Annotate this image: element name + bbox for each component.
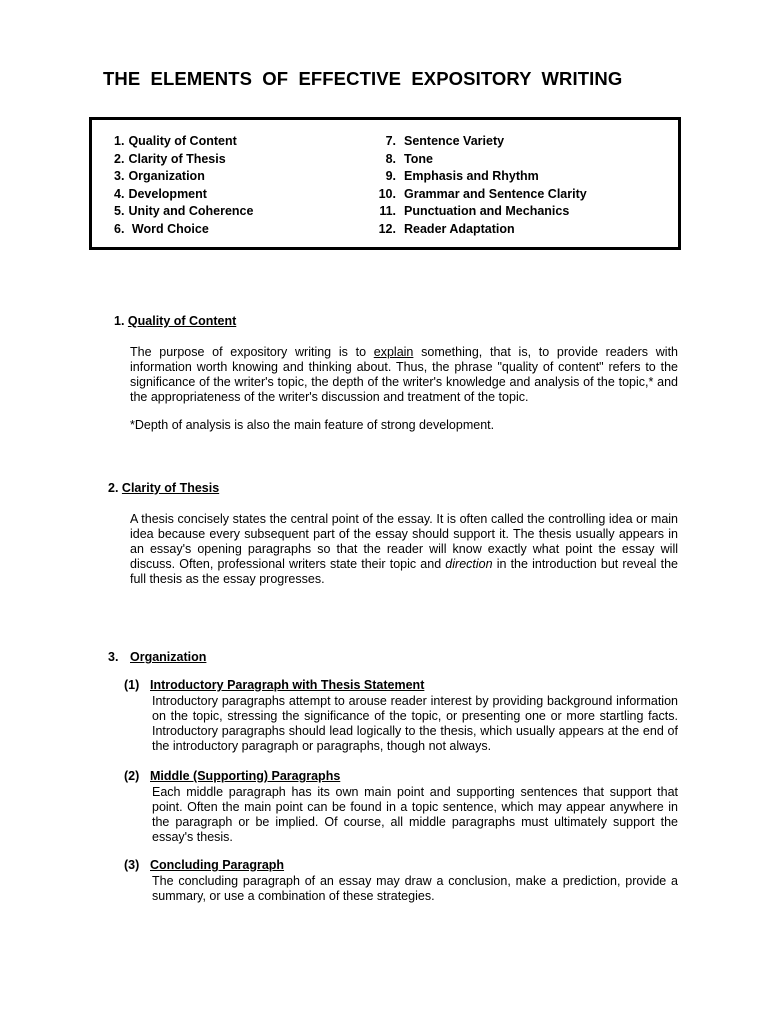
toc-item-number: 4. xyxy=(114,186,125,201)
subsection-heading xyxy=(124,858,284,872)
subsection-number: (3) xyxy=(124,858,140,872)
toc-item-label: Grammar and Sentence Clarity xyxy=(404,186,587,201)
emphasized-word: explain xyxy=(373,345,414,359)
toc-item xyxy=(368,221,587,239)
toc-item-label: Tone xyxy=(404,151,433,166)
toc-item xyxy=(114,168,253,186)
document-title: THE ELEMENTS OF EFFECTIVE EXPOSITORY WRITING xyxy=(103,68,623,89)
toc-item-number: 3. xyxy=(114,169,125,183)
section-paragraph xyxy=(130,512,678,587)
subsection-heading xyxy=(124,769,340,783)
toc-item-number: 9. xyxy=(385,169,396,183)
toc-item-label: Emphasis and Rhythm xyxy=(404,169,539,183)
toc-left-column xyxy=(114,133,253,238)
toc-item-number: 10. xyxy=(378,186,396,201)
subsection-title: Concluding Paragraph xyxy=(150,858,285,872)
toc-right-column xyxy=(368,133,587,238)
subsection-heading xyxy=(124,678,424,692)
toc-item-number: 11. xyxy=(379,204,396,218)
section-paragraph xyxy=(130,345,678,405)
paragraph-text: The purpose of expository writing is to xyxy=(130,345,374,359)
section-heading-clarity-of-thesis xyxy=(108,481,219,495)
subsection-number: (2) xyxy=(124,769,140,783)
toc-item-label: Unity and Coherence xyxy=(128,204,254,218)
subsection-number: (1) xyxy=(124,678,140,692)
section-heading-organization xyxy=(108,650,206,664)
toc-item xyxy=(368,203,587,221)
section-number: 1. xyxy=(114,314,125,328)
toc-item-label: Organization xyxy=(128,169,205,183)
toc-item xyxy=(368,186,587,204)
toc-item-label: Sentence Variety xyxy=(404,134,505,148)
toc-item-label: Clarity of Thesis xyxy=(128,151,226,166)
toc-item-label: Punctuation and Mechanics xyxy=(404,204,570,218)
toc-item-number: 5. xyxy=(114,204,125,218)
toc-item xyxy=(114,203,253,221)
toc-item-number: 1. xyxy=(114,134,125,148)
toc-item xyxy=(114,186,253,204)
subsection-title: Introductory Paragraph with Thesis Statement xyxy=(150,678,425,692)
section-title: Clarity of Thesis xyxy=(121,481,220,495)
toc-item xyxy=(114,221,253,239)
toc-item-label: Word Choice xyxy=(128,221,209,236)
table-of-contents-box xyxy=(89,117,681,250)
toc-item-number: 6. xyxy=(114,221,125,236)
toc-item-number: 8. xyxy=(385,151,396,166)
toc-item-number: 12. xyxy=(378,221,396,236)
section-title: Quality of Content xyxy=(127,314,237,328)
paragraph-text: something, that is, to provide readers with information worth knowing and thinking about. Thus, the phrase "quality of content" refers to the significance of the writer's topic, the depth of the writer's knowledge and analysis of the topic,* and the appropriateness of the writer's discussion and treatment of the topic. xyxy=(130,345,678,404)
toc-item-label: Reader Adaptation xyxy=(404,221,515,236)
toc-item xyxy=(368,133,587,151)
paragraph-text: A thesis concisely states the central point of the essay. It is often called the controlling idea or main idea because every subsequent part of the essay should support it. The thesis usually appears in an essay's opening paragraphs so that the reader will know exactly what point the essay will discuss. Often, professional writers state their topic and xyxy=(130,512,678,571)
toc-item-label: Quality of Content xyxy=(128,134,237,148)
paragraph-text: in the introduction but reveal the full thesis as the essay progresses. xyxy=(130,557,678,586)
footnote-text: *Depth of analysis is also the main feature of strong development. xyxy=(130,418,495,432)
section-heading-quality-of-content xyxy=(114,314,236,328)
subsection-paragraph: The concluding paragraph of an essay may draw a conclusion, make a prediction, provide a summary, or use a combination of these strategies. xyxy=(152,874,678,903)
toc-item xyxy=(114,151,253,169)
emphasized-word: direction xyxy=(445,557,493,571)
subsection-paragraph: Each middle paragraph has its own main point and supporting sentences that support that point. Often the main point can be found in a topic sentence, which may appear anywhere in the paragraph or be implied. Of course, all middle paragraphs must ultimately support the essay's thesis. xyxy=(152,785,678,844)
toc-item xyxy=(368,151,587,169)
subsection-paragraph: Introductory paragraphs attempt to arouse reader interest by providing background information on the topic, stressing the significance of the topic, or presenting one or more startling facts. Introductory paragraphs should lead logically to the thesis, which usually appears at the end of the introductory paragraph or paragraphs, though not always. xyxy=(152,694,678,753)
section-title: Organization xyxy=(130,650,207,664)
section-number: 3. xyxy=(108,650,119,664)
toc-item-number: 2. xyxy=(114,151,125,166)
toc-item xyxy=(368,168,587,186)
section-number: 2. xyxy=(108,481,119,495)
toc-item-number: 7. xyxy=(385,134,396,148)
toc-item xyxy=(114,133,253,151)
toc-item-label: Development xyxy=(128,186,207,201)
subsection-title: Middle (Supporting) Paragraphs xyxy=(150,769,341,783)
